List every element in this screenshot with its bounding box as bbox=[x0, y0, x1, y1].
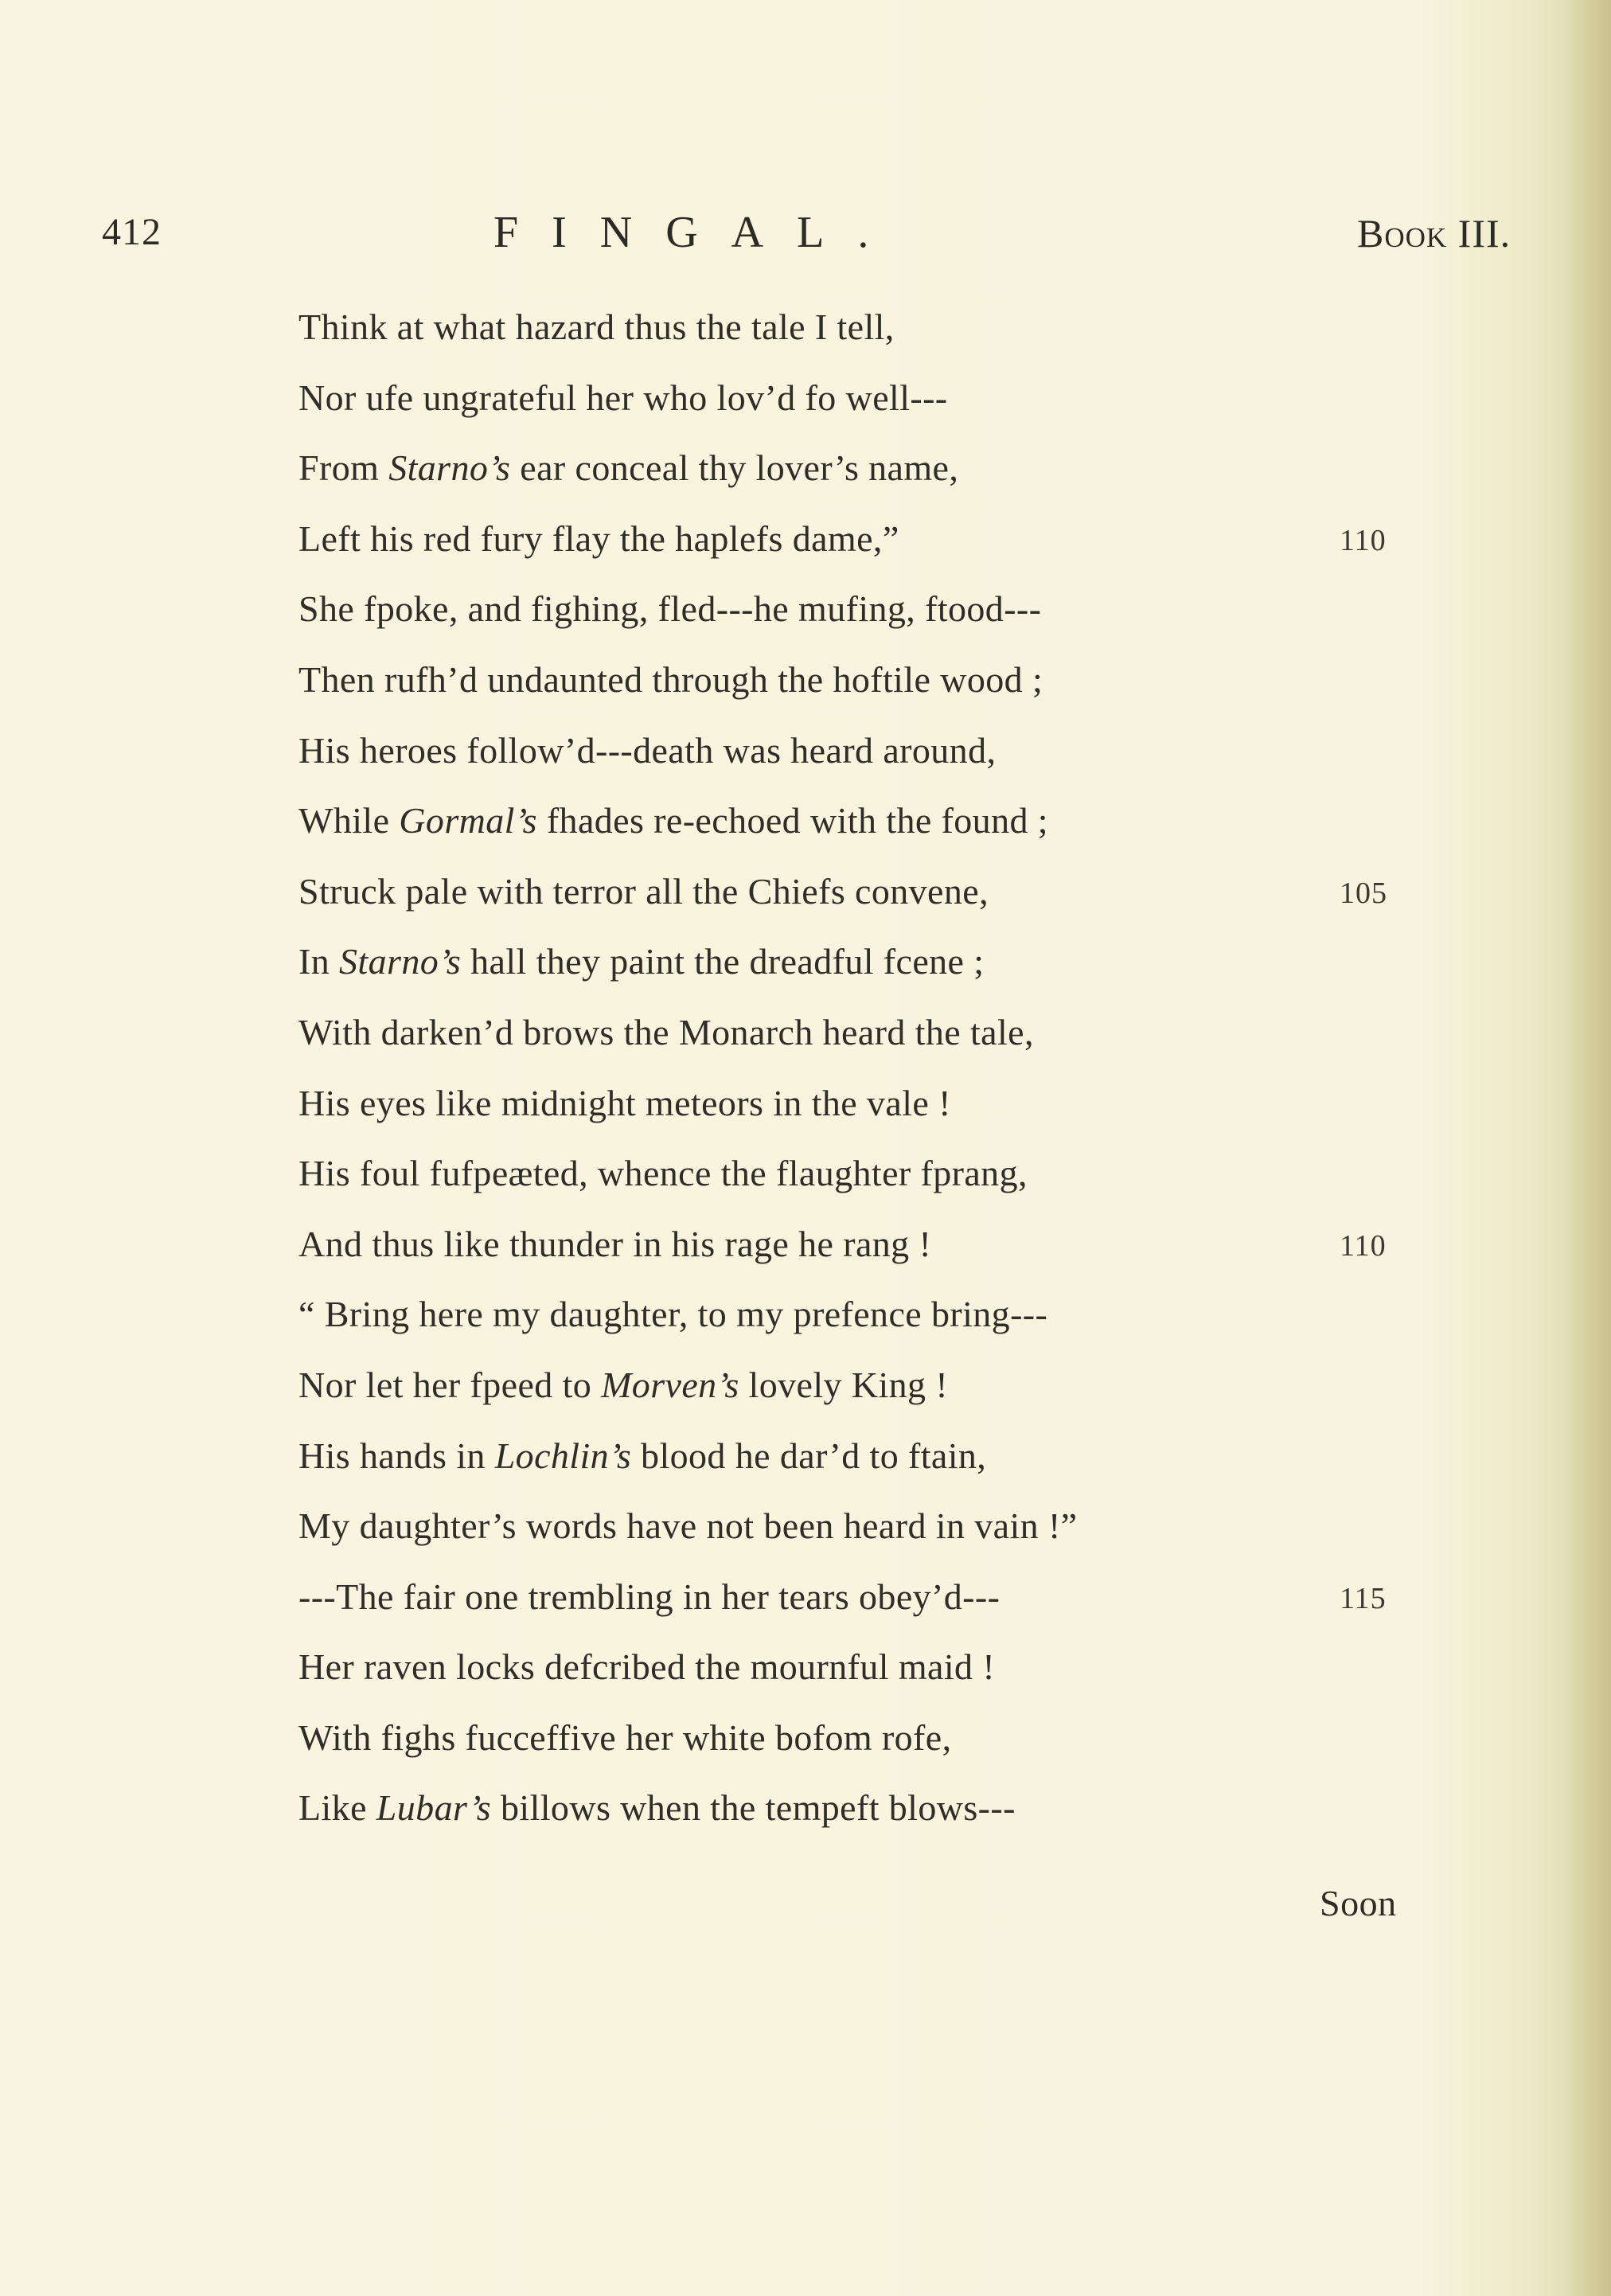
verse-line bbox=[298, 795, 1453, 865]
verse-text bbox=[298, 1576, 1000, 1617]
verse-text bbox=[298, 871, 989, 912]
verse-line bbox=[298, 935, 1453, 1006]
verse-line bbox=[298, 1359, 1453, 1430]
verse-text bbox=[298, 377, 948, 418]
verse-italic-name: Starno’s bbox=[388, 447, 511, 489]
verse-italic-name: Lochlin’s bbox=[494, 1435, 632, 1476]
verse-segment: Nor let her fpeed to bbox=[298, 1364, 602, 1405]
verse-segment: Nor ufe ungrateful her who lov’d fo well--- bbox=[298, 377, 948, 418]
verse-segment: ear conceal thy lover’s name, bbox=[510, 447, 959, 489]
verse-line bbox=[298, 1641, 1453, 1712]
verse-text bbox=[298, 1012, 1034, 1052]
verse-line bbox=[298, 865, 1453, 936]
verse-segment: From bbox=[298, 447, 389, 489]
verse-line bbox=[298, 583, 1453, 654]
page-number: 412 bbox=[102, 211, 162, 253]
verse-segment: billows when the tempeft blows--- bbox=[491, 1787, 1016, 1829]
verse-text bbox=[298, 941, 984, 982]
verse-segment: Left his red fury flay the haplefs dame,” bbox=[298, 517, 899, 559]
verse-text bbox=[298, 1717, 952, 1758]
verse-line bbox=[298, 1218, 1453, 1289]
verse-segment: Her raven locks defcribed the mournful maid ! bbox=[298, 1646, 996, 1688]
line-number: 105 bbox=[1340, 876, 1387, 910]
running-title: FINGAL. bbox=[493, 208, 903, 257]
verse-italic-name: Morven’s bbox=[601, 1364, 739, 1405]
line-number: 115 bbox=[1340, 1581, 1387, 1615]
verse-text bbox=[298, 1224, 931, 1264]
verse-text bbox=[298, 1646, 995, 1687]
verse-text bbox=[298, 1153, 1028, 1193]
verse-segment: Struck pale with terror all the Chiefs convene, bbox=[298, 870, 989, 912]
verse-line bbox=[298, 1077, 1453, 1148]
verse-text bbox=[298, 800, 1048, 841]
verse-text bbox=[298, 1505, 1077, 1546]
verse-italic-name: Lubar’s bbox=[376, 1787, 492, 1829]
page-header bbox=[0, 199, 1611, 263]
verse-line bbox=[298, 513, 1453, 584]
verse-line bbox=[298, 442, 1453, 513]
verse-segment: Like bbox=[298, 1787, 376, 1829]
verse-line bbox=[298, 1006, 1453, 1077]
verse-segment: blood he dar’d to ftain, bbox=[631, 1435, 987, 1476]
verse-segment: lovely King ! bbox=[739, 1364, 949, 1405]
verse-segment: Then rufh’d undaunted through the hoftile wood ; bbox=[298, 658, 1043, 700]
verse-line bbox=[298, 1571, 1453, 1642]
verse-segment: His heroes follow’d---death was heard around, bbox=[298, 729, 997, 771]
verse-line bbox=[298, 1782, 1453, 1853]
verse-text bbox=[298, 659, 1043, 700]
verse-segment: With fighs fucceffive her white bofom rofe, bbox=[298, 1716, 952, 1758]
verse-line bbox=[298, 1288, 1453, 1359]
verse-segment: With darken’d brows the Monarch heard the tale, bbox=[298, 1011, 1034, 1052]
verse-segment: fhades re-echoed with the found ; bbox=[536, 800, 1048, 841]
book-label: Book III. bbox=[1357, 211, 1512, 256]
verse-line bbox=[298, 1500, 1453, 1571]
verse-block bbox=[298, 301, 1453, 1853]
verse-line bbox=[298, 301, 1453, 372]
verse-line bbox=[298, 1430, 1453, 1501]
verse-segment: And thus like thunder in his rage he rang ! bbox=[298, 1223, 932, 1264]
verse-text bbox=[298, 518, 899, 559]
verse-segment: Think at what hazard thus the tale I tell, bbox=[298, 307, 895, 347]
verse-italic-name: Starno’s bbox=[339, 941, 462, 982]
verse-segment: His hands in bbox=[298, 1435, 495, 1476]
verse-segment: While bbox=[298, 800, 400, 841]
verse-segment: “ Bring here my daughter, to my prefence bring--- bbox=[298, 1294, 1048, 1335]
verse-text bbox=[298, 1787, 1016, 1828]
verse-segment: His eyes like midnight meteors in the vale ! bbox=[298, 1082, 951, 1123]
verse-line bbox=[298, 724, 1453, 795]
verse-text bbox=[298, 447, 958, 488]
verse-segment: ---The fair one trembling in her tears obey’d--- bbox=[298, 1576, 1001, 1617]
verse-segment: hall they paint the dreadful fcene ; bbox=[461, 941, 985, 982]
verse-line bbox=[298, 654, 1453, 724]
verse-segment: His foul fufpeæted, whence the flaughter fprang, bbox=[298, 1153, 1028, 1194]
page-edge-shadow bbox=[1563, 0, 1611, 2296]
verse-line bbox=[298, 372, 1453, 443]
verse-segment: She fpoke, and fighing, fled---he mufing, ftood--- bbox=[298, 588, 1042, 630]
verse-text bbox=[298, 1294, 1047, 1334]
verse-text bbox=[298, 730, 996, 771]
catchword: Soon bbox=[1320, 1883, 1397, 1923]
verse-text bbox=[298, 1083, 951, 1123]
verse-line bbox=[298, 1147, 1453, 1218]
verse-segment: In bbox=[298, 941, 340, 982]
line-number: 110 bbox=[1340, 523, 1387, 557]
verse-line bbox=[298, 1712, 1453, 1783]
verse-italic-name: Gormal’s bbox=[399, 800, 537, 841]
verse-text bbox=[298, 1435, 986, 1476]
line-number: 110 bbox=[1340, 1228, 1387, 1263]
verse-text bbox=[298, 307, 895, 347]
verse-text bbox=[298, 588, 1041, 629]
verse-segment: My daughter’s words have not been heard in vain !” bbox=[298, 1505, 1078, 1547]
verse-text bbox=[298, 1365, 948, 1405]
